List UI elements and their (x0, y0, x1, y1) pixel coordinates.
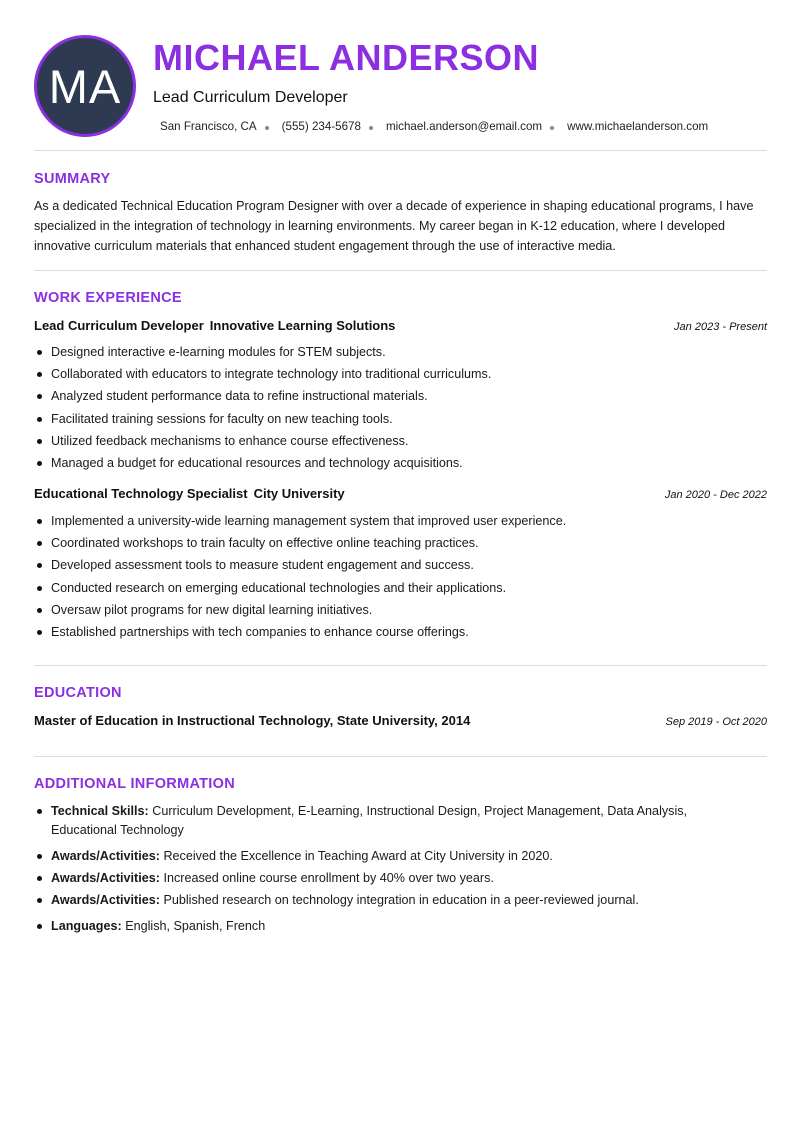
list-item (51, 891, 751, 910)
job-company: City University (253, 486, 345, 501)
item-label: Technical Skills: (51, 804, 149, 818)
job-title: Lead Curriculum Developer (34, 318, 204, 333)
list-item: Utilized feedback mechanisms to enhance course effectiveness. (51, 433, 771, 455)
list-item: Established partnerships with tech companies to enhance course offerings. (51, 624, 771, 646)
item-label: Languages: (51, 919, 122, 933)
item-label: Awards/Activities: (51, 893, 160, 907)
list-item: Conducted research on emerging educational technologies and their applications. (51, 580, 771, 602)
job-title-line (34, 486, 345, 501)
list-item: Collaborated with educators to integrate technology into traditional curriculums. (51, 366, 771, 388)
section-divider (34, 150, 767, 151)
job-dates: Jan 2020 - Dec 2022 (664, 489, 767, 501)
item-text: Received the Excellence in Teaching Award at City University in 2020. (163, 849, 553, 863)
separator-dot-icon (265, 126, 269, 130)
job-bullets (34, 513, 771, 646)
item-text: Published research on technology integration in education in a peer-reviewed journal. (163, 893, 639, 907)
candidate-role: Lead Curriculum Developer (153, 89, 348, 106)
job-title-line (34, 318, 395, 333)
section-divider (34, 756, 767, 757)
contact-location: San Francisco, CA (160, 120, 257, 133)
list-item (51, 802, 751, 840)
list-item: Implemented a university-wide learning management system that improved user experience. (51, 513, 771, 535)
job-header (34, 318, 767, 333)
list-item: Coordinated workshops to train faculty on effective online teaching practices. (51, 535, 771, 557)
list-item: Designed interactive e-learning modules for STEM subjects. (51, 344, 771, 366)
job-title: Educational Technology Specialist (34, 486, 248, 501)
separator-dot-icon (550, 126, 554, 130)
item-text: Curriculum Development, E-Learning, Instructional Design, Project Management, Data Analysis, Educational Technology (51, 804, 688, 837)
list-item (51, 869, 751, 888)
item-label: Awards/Activities: (51, 849, 160, 863)
summary-text: As a dedicated Technical Education Program Designer with over a decade of experience in shaping educational programs, I have specialized in the integration of technology in learning environments. My career began in K-12 education, where I developed innovative curriculum materials that enhanced student engagement through the use of interactive media. (34, 199, 754, 253)
contact-phone[interactable]: (555) 234-5678 (281, 120, 361, 133)
job-bullets (34, 344, 771, 477)
summary-heading: SUMMARY (34, 171, 111, 187)
job-company: Innovative Learning Solutions (209, 318, 396, 333)
list-item: Analyzed student performance data to refine instructional materials. (51, 388, 771, 410)
list-item (51, 847, 751, 866)
item-label: Awards/Activities: (51, 871, 160, 885)
item-text: English, Spanish, French (125, 919, 266, 933)
experience-heading: WORK EXPERIENCE (34, 290, 182, 306)
separator-dot-icon (369, 126, 373, 130)
avatar (34, 35, 136, 137)
candidate-name: MICHAEL ANDERSON (153, 37, 540, 78)
item-text: Increased online course enrollment by 40% over two years. (163, 871, 494, 885)
contact-bar (160, 120, 708, 133)
avatar-initials: MA (48, 59, 122, 113)
list-item: Facilitated training sessions for faculty on new teaching tools. (51, 411, 771, 433)
additional-list (34, 802, 751, 936)
additional-heading: ADDITIONAL INFORMATION (34, 776, 235, 792)
list-item (51, 917, 751, 936)
list-item: Oversaw pilot programs for new digital learning initiatives. (51, 602, 771, 624)
section-divider (34, 270, 767, 271)
contact-email[interactable]: michael.anderson@email.com (385, 120, 543, 133)
education-entry (34, 713, 767, 728)
section-divider (34, 665, 767, 666)
education-dates: Sep 2019 - Oct 2020 (665, 716, 767, 728)
education-degree: Master of Education in Instructional Technology, State University, 2014 (34, 713, 471, 728)
list-item: Managed a budget for educational resources and technology acquisitions. (51, 455, 771, 477)
contact-website[interactable]: www.michaelanderson.com (567, 120, 709, 133)
education-heading: EDUCATION (34, 685, 122, 701)
job-dates: Jan 2023 - Present (674, 321, 767, 333)
job-header (34, 486, 767, 501)
list-item: Developed assessment tools to measure student engagement and success. (51, 557, 771, 579)
